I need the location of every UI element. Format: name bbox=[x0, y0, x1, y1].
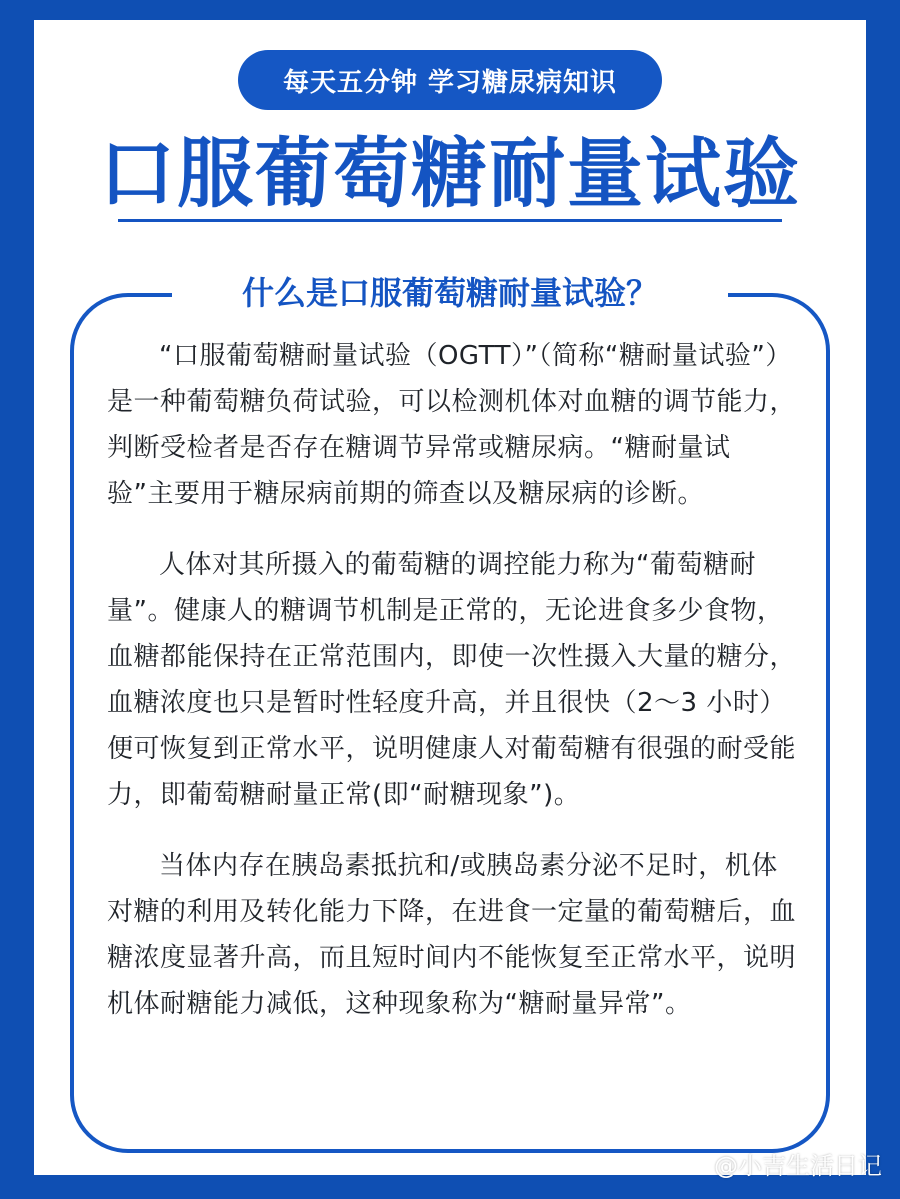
paragraph-2: 人体对其所摄入的葡萄糖的调控能力称为“葡萄糖耐量”。健康人的糖调节机制是正常的，无论进食多少食物，血糖都能保持在正常范围内，即使一次性摄入大量的糖分，血糖浓度也只是暂时性轻度升高，并且很快（2～3 小时）便可恢复到正常水平，说明健康人对葡萄糖有很强的耐受能力，即葡萄糖耐量正常(即“耐糖现象”)。 bbox=[107, 550, 797, 810]
section-title-text: 什么是口服葡萄糖耐量试验？ bbox=[241, 274, 658, 312]
watermark-text: @小吉生活日记 bbox=[714, 1152, 882, 1180]
section-title bbox=[172, 262, 728, 320]
title-underline bbox=[118, 219, 782, 222]
content-body bbox=[107, 333, 797, 1052]
paw-icon bbox=[688, 1153, 710, 1175]
paragraph-3: 当体内存在胰岛素抵抗和/或胰岛素分泌不足时，机体对糖的利用及转化能力下降，在进食一定量的葡萄糖后，血糖浓度显著升高，而且短时间内不能恢复至正常水平，说明机体耐糖能力减低，这种现象称为“糖耐量异常”。 bbox=[107, 851, 797, 1019]
header-pill bbox=[238, 50, 662, 110]
watermark bbox=[688, 1146, 882, 1181]
page-title: 口服葡萄糖耐量试验 bbox=[99, 129, 801, 218]
paragraph-1: “口服葡萄糖耐量试验（OGTT）”（简称“糖耐量试验”）是一种葡萄糖负荷试验，可以检测机体对血糖的调节能力，判断受检者是否存在糖调节异常或糖尿病。“糖耐量试验”主要用于糖尿病前期的筛查以及糖尿病的诊断。 bbox=[107, 341, 797, 509]
header-pill-text: 每天五分钟 学习糖尿病知识 bbox=[282, 67, 618, 98]
